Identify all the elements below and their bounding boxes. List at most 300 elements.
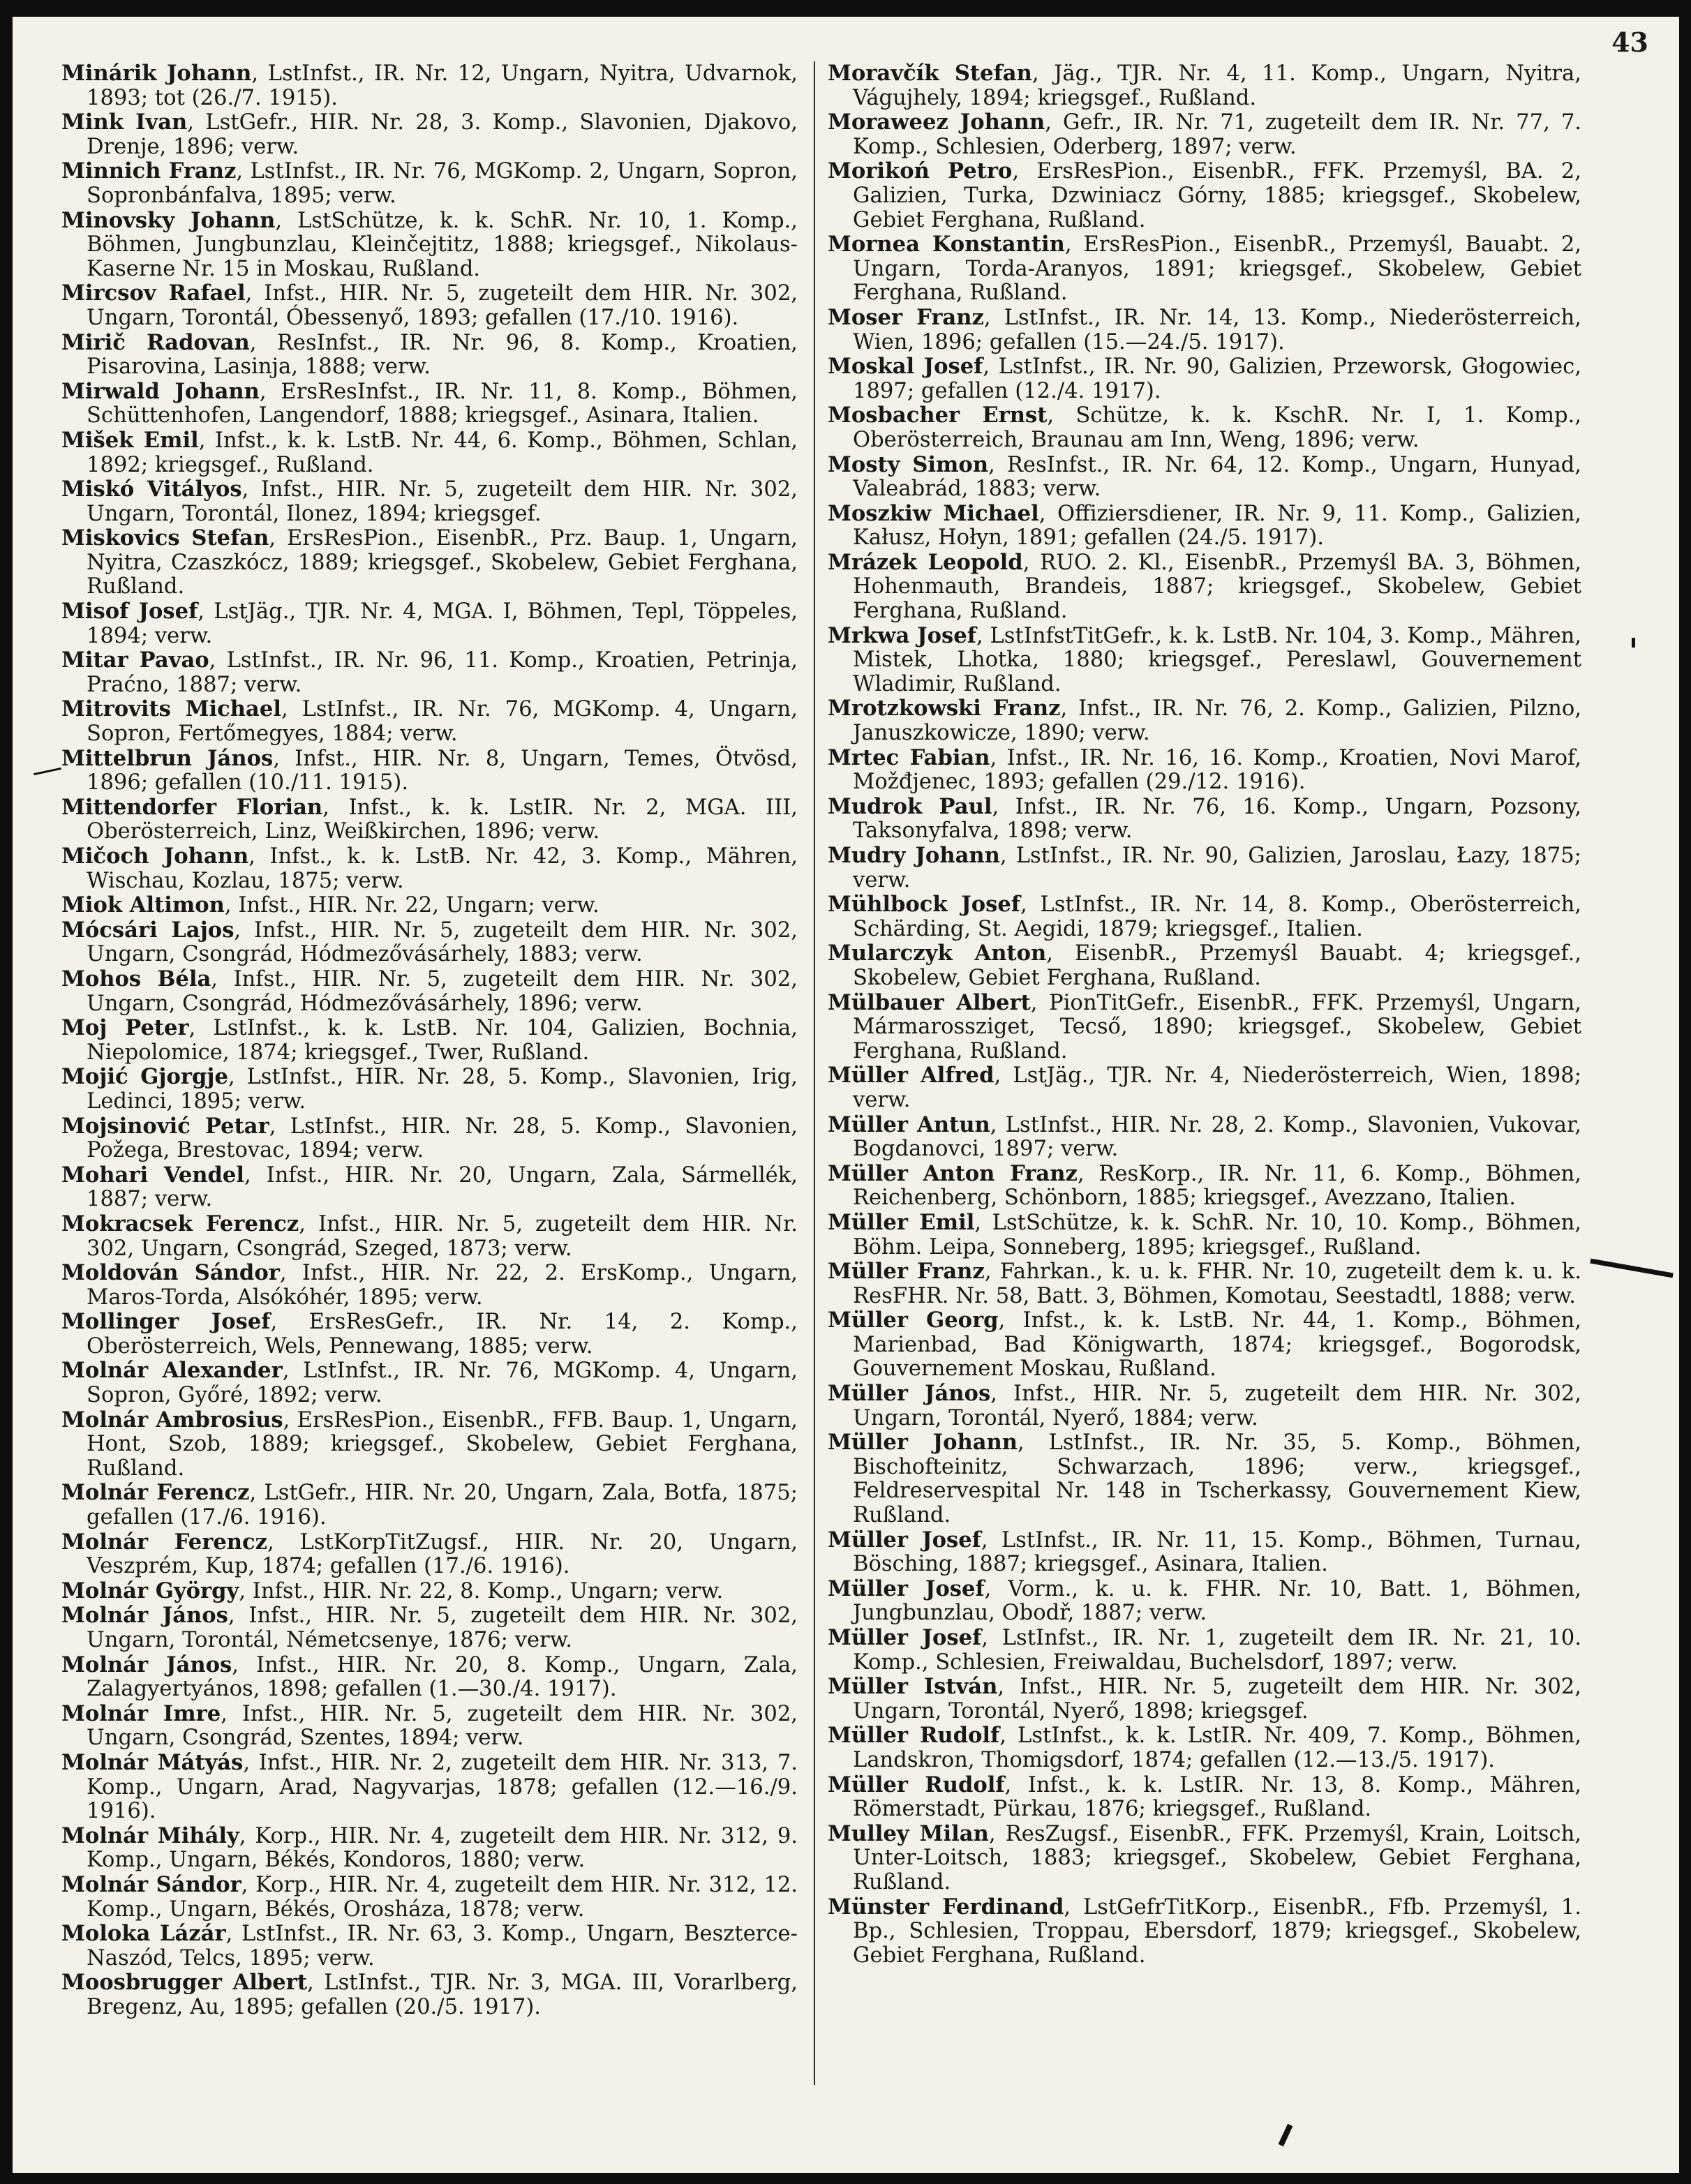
entry-separator: , — [269, 526, 287, 551]
entry-name: Müller Alfred — [828, 1063, 995, 1089]
entry-name: Miok Altimon — [61, 892, 225, 918]
entry-name: Mühlbock Josef — [828, 892, 1020, 918]
entry-name: Mircsov Rafael — [61, 281, 246, 306]
entry-separator: , — [976, 623, 990, 648]
entry — [828, 991, 1581, 1064]
entry-name: Mosbacher Ernst — [828, 403, 1048, 428]
entry-separator: , — [188, 1016, 214, 1041]
entry-name: Miskó Vitályos — [61, 477, 242, 502]
entry-name: Mrkwa Josef — [828, 622, 976, 648]
entry — [61, 331, 798, 380]
entry-name: Mojić Gjorgje — [61, 1064, 228, 1090]
entry-separator: , — [198, 428, 215, 453]
entry-separator: , — [1077, 1161, 1099, 1186]
entry — [828, 624, 1581, 697]
entry-separator: , — [1047, 403, 1076, 428]
entry-separator: , — [1064, 232, 1084, 257]
entry-separator: , — [322, 795, 349, 820]
entry-details: LstInfst., IR. Nr. 76, MGKomp. 2, Ungarn, Sopron, Sopronbánfalva, 1895; verw. — [87, 159, 798, 208]
entry-details: Infst., HIR. Nr. 22, 2. ErsKomp., Ungarn, Maros-Torda, Alsókóhér, 1895; verw. — [87, 1261, 798, 1310]
entry — [61, 1408, 798, 1481]
entry-separator: , — [1020, 892, 1041, 918]
entry-separator: , — [198, 599, 214, 624]
entry-name: Mornea Konstantin — [828, 232, 1065, 257]
entry-name: Mittendorfer Florian — [61, 794, 323, 820]
entry-name: Moskal Josef — [828, 354, 983, 380]
entry-name: Moszkiw Michael — [828, 500, 1039, 526]
entry-separator: , — [281, 697, 302, 722]
entry-details: Infst., HIR. Nr. 20, 8. Komp., Ungarn, Zala, Zalagyertyános, 1898; gefallen (1.—30./4. 1917). — [87, 1652, 798, 1702]
entry-name: Mojsinović Petar — [61, 1113, 269, 1139]
entry-name: Müller Josef — [828, 1576, 985, 1601]
entry — [61, 697, 798, 746]
entry-details: LstJäg., TJR. Nr. 4, MGA. I, Böhmen, Tepl, Töppeles, 1894; verw. — [87, 599, 798, 648]
entry-name: Müller Josef — [828, 1625, 982, 1650]
entry-details: ErsResGefr., IR. Nr. 14, 2. Komp., Oberösterreich, Wels, Pennewang, 1885; verw. — [87, 1310, 798, 1359]
entry-name: Mohari Vendel — [61, 1162, 245, 1188]
entry — [828, 1063, 1581, 1112]
entry — [828, 1113, 1581, 1162]
entry-details: ErsResPion., EisenbR., Przemyśl, Bauabt. 2, Ungarn, Torda-Aranyos, 1891; kriegsgef., Skobelew, Gebiet Ferghana, Rußland. — [853, 232, 1582, 306]
entry — [61, 1310, 798, 1359]
entry-separator: , — [228, 1065, 247, 1090]
entry-details: LstInfstTitGefr., k. k. LstB. Nr. 104, 3. Komp., Mähren, Mistek, Lhotka, 1880; kriegsgef., Pereslawl, Gouvernement Wladimir, Rußland. — [853, 623, 1581, 696]
entry — [61, 1016, 798, 1065]
entry-details: Fahrkan., k. u. k. FHR. Nr. 10, zugeteilt dem k. u. k. ResFHR. Nr. 58, Batt. 3, Böhmen, Komotau, Seestadtl, 1888; verw. — [853, 1259, 1582, 1308]
entry-details: Infst., HIR. Nr. 5, zugeteilt dem HIR. Nr. 302, Ungarn, Torontál, Németcsenye, 1876; verw. — [87, 1603, 798, 1652]
entry-details: LstInfst., IR. Nr. 12, Ungarn, Nyitra, Udvarnok, 1893; tot (26./7. 1915). — [87, 61, 798, 110]
entry-details: Infst., HIR. Nr. 5, zugeteilt dem HIR. Nr. 302, Ungarn, Torontál, Nyerő, 1884; verw. — [853, 1382, 1581, 1430]
entry-separator: , — [1004, 1772, 1028, 1797]
entry — [828, 1822, 1581, 1895]
entry-separator: , — [228, 1603, 249, 1629]
entry-details: LstInfst., IR. Nr. 90, Galizien, Jaroslau, Łazy, 1875; verw. — [853, 844, 1581, 892]
entry-separator: , — [999, 844, 1016, 868]
entry-separator: , — [990, 1112, 1006, 1137]
entry-name: Molnár Ferencz — [61, 1480, 250, 1506]
entry-separator: , — [992, 794, 1015, 819]
entry-details: Infst., IR. Nr. 16, 16. Komp., Kroatien, Novi Marof, Možđjenec, 1893; gefallen (29./12. 1916). — [853, 745, 1582, 795]
entry — [828, 1577, 1581, 1626]
entry — [61, 380, 798, 428]
entry — [61, 795, 798, 844]
entry-name: Moravčík Stefan — [828, 61, 1032, 86]
entry-details: LstInfst., IR. Nr. 14, 8. Komp., Oberösterreich, Schärding, St. Aegidi, 1879; kriegsgef., Italien. — [853, 892, 1582, 941]
entry-separator: , — [981, 1527, 1001, 1553]
entry-separator: , — [1022, 550, 1041, 575]
entry-name: Molnár Imre — [61, 1700, 221, 1726]
entry-name: Müller Anton Franz — [828, 1160, 1078, 1186]
entry — [61, 918, 798, 967]
entry-separator: , — [244, 1162, 267, 1188]
entry-details: LstInfst., IR. Nr. 76, MGKomp. 4, Ungarn, Sopron, Győré, 1892; verw. — [87, 1359, 798, 1408]
entry-details: LstJäg., TJR. Nr. 4, Niederösterreich, Wien, 1898; verw. — [853, 1063, 1581, 1112]
entry-name: Müller Franz — [828, 1259, 985, 1285]
entry-details: Infst., HIR. Nr. 5, zugeteilt dem HIR. Nr. 302, Ungarn, Csongrád, Hódmezővásárhely, 1883; verw. — [87, 918, 798, 967]
entry-details: LstInfst., IR. Nr. 96, 11. Komp., Kroatien, Petrinja, Praćno, 1887; verw. — [87, 648, 798, 697]
entry-details: LstGefr., HIR. Nr. 20, Ungarn, Zala, Botfa, 1875; gefallen (17./6. 1916). — [87, 1481, 798, 1530]
scan-mark — [1590, 1259, 1673, 1278]
entry — [61, 1873, 798, 1922]
entry-separator: , — [1060, 696, 1079, 721]
entry-name: Müller Josef — [828, 1527, 981, 1553]
entry-name: Mičoch Johann — [61, 844, 249, 869]
entry-separator: , — [270, 1310, 309, 1335]
entry — [61, 747, 798, 795]
entry-separator: , — [248, 844, 270, 869]
entry-separator: , — [279, 1261, 302, 1286]
entry-details: ResInfst., IR. Nr. 96, 8. Komp., Kroatien, Pisarovina, Lasinja, 1888; verw. — [87, 330, 798, 380]
entry-details: Infst., HIR. Nr. 5, zugeteilt dem HIR. Nr. 302, Ungarn, Torontál, Nyerő, 1898; kriegsgef. — [853, 1675, 1581, 1723]
entry-details: ResKorp., IR. Nr. 11, 6. Komp., Böhmen, Reichenberg, Schönborn, 1885; kriegsgef., Avezzano, Italien. — [853, 1161, 1581, 1211]
entry-details: LstGefrTitKorp., EisenbR., Ffb. Przemyśl, 1. Bp., Schlesien, Troppau, Ebersdorf, 1879; kriegsgef., Skobelew, Gebiet Ferghana, Rußland. — [853, 1894, 1582, 1968]
entry — [828, 354, 1581, 403]
entry-name: Müller János — [828, 1381, 991, 1407]
entry-name: Mrotzkowski Franz — [828, 696, 1061, 721]
scan-mark — [1632, 638, 1635, 648]
entry-details: Infst., HIR. Nr. 2, zugeteilt dem HIR. Nr. 313, 7. Komp., Ungarn, Arad, Nagyvarjas, 1878; gefallen (12.—16./9. 1916). — [87, 1750, 798, 1824]
entry — [828, 1259, 1581, 1308]
entry-details: ErsResInfst., IR. Nr. 11, 8. Komp., Böhmen, Schüttenhofen, Langendorf, 1888; kriegsgef., Asinara, Italien. — [87, 379, 798, 428]
entry-name: Moser Franz — [828, 304, 984, 330]
entry-details: Infst., HIR. Nr. 5, zugeteilt dem HIR. Nr. 302, Ungarn, Torontál, Ilonez, 1894; kriegsgef. — [87, 477, 798, 526]
entry-details: Schütze, k. k. KschR. Nr. I, 1. Komp., Oberösterreich, Braunau am Inn, Weng, 1896; verw. — [853, 403, 1581, 452]
entry-details: PionTitGefr., EisenbR., FFK. Przemyśl, Ungarn, Mármarossziget, Tecső, 1890; kriegsgef., Skobelew, Gebiet Ferghana, Rußland. — [853, 990, 1581, 1063]
entry-separator: , — [1031, 61, 1055, 86]
entry-separator: , — [1012, 159, 1037, 184]
entry-details: ErsResPion., EisenbR., Prz. Baup. 1, Ungarn, Nyitra, Czaszkócz, 1889; kriegsgef., Skobelew, Gebiet Ferghana, Rußland. — [87, 526, 798, 599]
entry-separator: , — [999, 1723, 1018, 1749]
entry-separator: , — [275, 208, 298, 233]
entry-name: Moj Peter — [61, 1015, 189, 1041]
entry-details: LstSchütze, k. k. SchR. Nr. 10, 1. Komp., Böhmen, Jungbunzlau, Kleinčejtitz, 1888; kriegsgef., Nikolaus-Kaserne Nr. 15 in Moskau, Rußland. — [87, 208, 798, 281]
entry — [828, 696, 1581, 745]
entry-details: Infst., k. k. LstB. Nr. 44, 6. Komp., Böhmen, Schlan, 1892; kriegsgef., Rußland. — [87, 428, 798, 477]
entry-details: Korp., HIR. Nr. 4, zugeteilt dem HIR. Nr. 312, 9. Komp., Ungarn, Békés, Kondoros, 1880; verw. — [87, 1823, 798, 1873]
entry — [828, 844, 1581, 892]
entry-separator: , — [974, 1210, 992, 1235]
entry-separator: , — [994, 1063, 1013, 1089]
entry-separator: , — [224, 893, 239, 918]
entry-name: Mink Ivan — [61, 110, 188, 135]
entry-details: Jäg., TJR. Nr. 4, 11. Komp., Ungarn, Nyitra, Vágujhely, 1894; kriegsgef., Rußland. — [853, 61, 1581, 110]
entry — [61, 1163, 798, 1212]
entry-separator: , — [1018, 1430, 1049, 1456]
entry-details: Infst., IR. Nr. 76, 16. Komp., Ungarn, Pozsony, Taksonyfalva, 1898; verw. — [853, 794, 1581, 844]
entry — [61, 1751, 798, 1824]
entry — [61, 281, 798, 330]
entry-separator: , — [249, 1481, 265, 1506]
left-column — [61, 61, 798, 2020]
entry-name: Mokracsek Ferencz — [61, 1211, 299, 1236]
entry-separator: , — [211, 966, 234, 992]
entry-details: LstInfst., HIR. Nr. 28, 5. Komp., Slavonien, Irig, Ledinci, 1895; verw. — [87, 1065, 798, 1114]
entry — [828, 159, 1581, 232]
entry — [828, 1211, 1581, 1259]
entry-details: Korp., HIR. Nr. 4, zugeteilt dem HIR. Nr. 312, 12. Komp., Ungarn, Békés, Orosháza, 1878; verw. — [87, 1872, 798, 1922]
entry-name: Molnár Mátyás — [61, 1749, 244, 1775]
entry — [828, 110, 1581, 159]
entry-name: Mudrok Paul — [828, 793, 992, 819]
entry-details: Infst., HIR. Nr. 5, zugeteilt dem HIR. Nr. 302, Ungarn, Csongrád, Szeged, 1873; verw. — [87, 1211, 798, 1261]
entry-details: Infst., HIR. Nr. 5, zugeteilt dem HIR. Nr. 302, Ungarn, Csongrád, Hódmezővásárhely, 1896; verw. — [87, 966, 798, 1016]
entry-name: Müller Rudolf — [828, 1723, 1000, 1749]
scan-mark — [1279, 2124, 1293, 2146]
scan-mark — [33, 768, 61, 775]
entry — [828, 551, 1581, 624]
entry-name: Mirič Radovan — [61, 329, 250, 355]
entry-name: Molnár Mihály — [61, 1823, 239, 1848]
entry-separator: , — [983, 354, 999, 380]
entry-name: Molnár János — [61, 1652, 232, 1677]
entry-name: Molnár Ambrosius — [61, 1407, 283, 1433]
entry — [828, 306, 1581, 354]
entry-separator: , — [209, 648, 227, 673]
entry-separator: , — [273, 746, 295, 771]
entry-details: LstInfst., IR. Nr. 76, MGKomp. 4, Ungarn, Sopron, Fertőmegyes, 1884; verw. — [87, 697, 798, 747]
entry-name: Mosty Simon — [828, 451, 989, 477]
entry-name: Minnich Franz — [61, 158, 237, 184]
entry — [61, 1261, 798, 1310]
entry-name: Müller Antun — [828, 1112, 990, 1137]
entry-separator: , — [990, 1382, 1014, 1407]
entry — [828, 746, 1581, 795]
entry-name: Miskovics Stefan — [61, 525, 269, 551]
entry-details: LstInfst., IR. Nr. 1, zugeteilt dem IR. Nr. 21, 10. Komp., Schlesien, Freiwaldau, Buchelsdorf, 1897; verw. — [853, 1626, 1581, 1675]
entry-name: Mülbauer Albert — [828, 989, 1031, 1015]
entry-separator: , — [259, 379, 281, 404]
entry — [61, 1212, 798, 1261]
entry-details: Infst., HIR. Nr. 20, Ungarn, Zala, Sármellék, 1887; verw. — [87, 1162, 798, 1212]
entry-name: Müller István — [828, 1674, 998, 1700]
entry-name: Mulley Milan — [828, 1820, 989, 1846]
entry — [61, 61, 798, 110]
entry-separator: , — [241, 1872, 256, 1897]
entry-separator: , — [990, 745, 1007, 770]
entry-separator: , — [984, 1576, 1008, 1601]
entry-separator: , — [1030, 990, 1050, 1015]
entry-name: Moloka Lázár — [61, 1921, 226, 1947]
entry-details: LstInfst., IR. Nr. 90, Galizien, Przeworsk, Głogowiec, 1897; gefallen (12./4. 1917). — [853, 354, 1581, 403]
entry-details: ResZugsf., EisenbR., FFK. Przemyśl, Krain, Loitsch, Unter-Loitsch, 1883; kriegsgef., Skobelew, Gebiet Ferghana, Rußland. — [853, 1821, 1581, 1894]
entry — [61, 1653, 798, 1702]
entry-name: Molnár Alexander — [61, 1358, 283, 1384]
entry-details: LstGefr., HIR. Nr. 28, 3. Komp., Slavonien, Djakovo, Drenje, 1896; verw. — [87, 110, 798, 159]
entry-name: Minárik Johann — [61, 61, 252, 86]
entry — [828, 453, 1581, 502]
entry-name: Mularczyk Anton — [828, 941, 1047, 966]
entry — [828, 1773, 1581, 1822]
entry-name: Müller Emil — [828, 1209, 975, 1235]
entry — [828, 502, 1581, 551]
entry — [828, 1162, 1581, 1211]
entry-details: LstInfst., IR. Nr. 11, 15. Komp., Böhmen, Turnau, Bösching, 1887; kriegsgef., Asinara, Italien. — [853, 1527, 1582, 1577]
entry-name: Minovsky Johann — [61, 207, 276, 233]
entry — [828, 403, 1581, 452]
entry-separator: , — [221, 1701, 242, 1726]
entry — [61, 1702, 798, 1751]
entry-details: ErsResPion., EisenbR., FFB. Baup. 1, Ungarn, Hont, Szob, 1889; kriegsgef., Skobelew, Gebiet Ferghana, Rußland. — [87, 1407, 798, 1481]
entry — [61, 967, 798, 1016]
entry — [61, 648, 798, 697]
entry — [61, 1603, 798, 1652]
entry — [61, 844, 798, 893]
entry-separator: , — [998, 1308, 1023, 1333]
page-number: 43 — [1611, 27, 1648, 58]
entry — [61, 1824, 798, 1873]
entry-separator: , — [1038, 501, 1058, 526]
entry-details: LstSchütze, k. k. SchR. Nr. 10, 10. Komp., Böhmen, Böhm. Leipa, Sonneberg, 1895; kriegsgef., Rußland. — [853, 1210, 1581, 1259]
entry-details: LstInfst., IR. Nr. 14, 13. Komp., Niederösterreich, Wien, 1896; gefallen (15.—24./5. 1917). — [853, 305, 1581, 354]
entry-separator: , — [988, 452, 1007, 477]
entry — [61, 1359, 798, 1407]
entry-details: ErsResPion., EisenbR., FFK. Przemyśl, BA. 2, Galizien, Turka, Dzwiniacz Górny, 1885; kriegsgef., Skobelew, Gebiet Ferghana, Rußland. — [853, 159, 1581, 232]
entry-separator: , — [984, 1259, 1000, 1285]
entry-details: Gefr., IR. Nr. 71, zugeteilt dem IR. Nr. 77, 7. Komp., Schlesien, Oderberg, 1897; verw. — [853, 110, 1582, 159]
entry — [61, 477, 798, 526]
entry-separator: , — [245, 281, 265, 306]
entry-separator: , — [239, 1823, 255, 1848]
entry-name: Müller Johann — [828, 1430, 1018, 1456]
entry-name: Mišek Emil — [61, 427, 199, 453]
entry-details: Infst., HIR. Nr. 22, 8. Komp., Ungarn; verw. — [252, 1578, 724, 1603]
column-divider — [814, 61, 815, 2085]
entry-separator: , — [232, 1652, 256, 1677]
entry-details: Infst., HIR. Nr. 8, Ungarn, Temes, Ötvösd, 1896; gefallen (10./11. 1915). — [87, 746, 798, 795]
entry-name: Mrázek Leopold — [828, 549, 1023, 575]
entry — [828, 941, 1581, 990]
entry — [61, 159, 798, 208]
entry-details: LstKorpTitZugsf., HIR. Nr. 20, Ungarn, Veszprém, Kup, 1874; gefallen (17./6. 1916). — [87, 1529, 798, 1579]
entry-name: Moraweez Johann — [828, 110, 1045, 135]
entry-separator: , — [269, 1114, 290, 1139]
entry-details: ResInfst., IR. Nr. 64, 12. Komp., Ungarn, Hunyad, Valeabrád, 1883; verw. — [853, 452, 1581, 502]
entry — [828, 1528, 1581, 1577]
entry-separator: , — [249, 330, 277, 355]
entry-details: LstInfst., k. k. LstB. Nr. 104, Galizien, Bochnia, Niepolomice, 1874; kriegsgef., Twer, Rußland. — [87, 1016, 798, 1065]
entry-details: LstInfst., TJR. Nr. 3, MGA. III, Vorarlberg, Bregenz, Au, 1895; gefallen (20./5. 1917). — [87, 1970, 798, 2019]
document-page — [13, 17, 1679, 2173]
entry-details: Infst., IR. Nr. 76, 2. Komp., Galizien, Pilzno, Januszkowicze, 1890; verw. — [853, 696, 1581, 746]
entry-details: Infst., HIR. Nr. 22, Ungarn; verw. — [238, 893, 599, 918]
entry — [61, 1114, 798, 1163]
entry — [828, 61, 1581, 110]
entry — [828, 1675, 1581, 1723]
entry-name: Mócsári Lajos — [61, 917, 234, 943]
entry-details: Infst., k. k. LstB. Nr. 42, 3. Komp., Mähren, Wischau, Kozlau, 1875; verw. — [87, 844, 798, 893]
entry-details: Offiziersdiener, IR. Nr. 9, 11. Komp., Galizien, Kałusz, Hołyn, 1891; gefallen (24./5. 1917). — [853, 501, 1582, 551]
entry — [61, 1530, 798, 1579]
entry-name: Misof Josef — [61, 599, 198, 624]
entry-details: Infst., HIR. Nr. 5, zugeteilt dem HIR. Nr. 302, Ungarn, Csongrád, Szentes, 1894; verw. — [87, 1701, 798, 1751]
entry — [61, 526, 798, 599]
entry-separator: , — [299, 1211, 318, 1236]
entry-details: Vorm., k. u. k. FHR. Nr. 10, Batt. 1, Böhmen, Jungbunzlau, Obodř, 1887; verw. — [853, 1576, 1581, 1626]
entry-details: RUO. 2. Kl., EisenbR., Przemyśl BA. 3, Böhmen, Hohenmauth, Brandeis, 1887; kriegsgef., Skobelew, Gebiet Ferghana, Rußland. — [853, 550, 1582, 624]
entry-name: Morikoń Petro — [828, 158, 1013, 184]
entry-separator: , — [282, 1359, 304, 1384]
entry — [61, 1481, 798, 1529]
entry-separator: , — [306, 1970, 325, 1996]
entry-name: Mittelbrun János — [61, 745, 274, 771]
entry-separator: , — [1064, 1894, 1083, 1920]
entry-separator: , — [234, 918, 254, 943]
entry-details: LstInfst., IR. Nr. 63, 3. Komp., Ungarn, Beszterce-Naszód, Telcs, 1895; verw. — [87, 1922, 798, 1970]
entry-name: Mirwald Johann — [61, 378, 260, 404]
entry-details: Infst., k. k. LstIR. Nr. 2, MGA. III, Oberösterreich, Linz, Weißkirchen, 1896; verw. — [87, 795, 798, 844]
entry-separator: , — [236, 159, 251, 184]
entry — [61, 893, 798, 918]
entry — [828, 1723, 1581, 1772]
entry — [61, 1579, 798, 1604]
entry-separator: , — [267, 1529, 300, 1555]
entry-separator: , — [1046, 941, 1075, 966]
entry — [61, 1922, 798, 1970]
entry-separator: , — [225, 1922, 242, 1947]
entry-details: LstInfst., k. k. LstIR. Nr. 409, 7. Komp., Böhmen, Landskron, Thomigsdorf, 1874; gefallen (12.—13./5. 1917). — [853, 1723, 1582, 1772]
entry-separator: , — [243, 1750, 259, 1775]
entry-name: Müller Rudolf — [828, 1772, 1005, 1797]
entry-separator: , — [241, 477, 261, 502]
entry-details: EisenbR., Przemyśl Bauabt. 4; kriegsgef., Skobelew, Gebiet Ferghana, Rußland. — [853, 941, 1581, 990]
entry-name: Mitar Pavao — [61, 648, 209, 673]
entry-name: Mitrovits Michael — [61, 696, 281, 722]
entry-name: Molnár Ferencz — [61, 1529, 268, 1555]
entry — [828, 795, 1581, 844]
entry — [828, 1308, 1581, 1382]
entry — [828, 232, 1581, 306]
entry — [61, 599, 798, 648]
entry-separator: , — [1045, 110, 1064, 135]
entry-name: Mudry Johann — [828, 843, 1000, 868]
entry-name: Molnár János — [61, 1603, 228, 1629]
entry-details: LstInfst., IR. Nr. 35, 5. Komp., Böhmen, Bischofteinitz, Schwarzach, 1896; verw., kriegsgef., Feldreservespital Nr. 148 in Tscherkassy, Gouvernement Kiew, Rußland. — [853, 1430, 1581, 1528]
entry-details: Infst., HIR. Nr. 5, zugeteilt dem HIR. Nr. 302, Ungarn, Torontál, Óbessenyő, 1893; gefallen (17./10. 1916). — [87, 281, 798, 330]
entry-separator: , — [983, 305, 1004, 330]
entry — [828, 1626, 1581, 1675]
entry — [61, 110, 798, 159]
entry-separator: , — [251, 61, 268, 86]
entry — [828, 1382, 1581, 1430]
entry-details: LstInfst., HIR. Nr. 28, 2. Komp., Slavonien, Vukovar, Bogdanovci, 1897; verw. — [853, 1112, 1581, 1162]
entry-separator: , — [981, 1626, 1002, 1650]
entry-name: Mrtec Fabian — [828, 745, 990, 770]
entry-separator: , — [283, 1407, 297, 1433]
entry-name: Moosbrugger Albert — [61, 1970, 307, 1996]
entry-separator: , — [187, 110, 206, 135]
entry-separator: , — [997, 1675, 1020, 1700]
entry-details: Infst., k. k. LstB. Nr. 44, 1. Komp., Böhmen, Marienbad, Bad Königwarth, 1874; kriegsgef., Bogorodsk, Gouvernement Moskau, Rußland. — [853, 1308, 1581, 1382]
entry — [61, 209, 798, 282]
entry — [61, 1065, 798, 1114]
entry-details: LstInfst., HIR. Nr. 28, 5. Komp., Slavonien, Požega, Brestovac, 1894; verw. — [87, 1114, 798, 1163]
entry — [828, 1895, 1581, 1968]
entry-separator: , — [988, 1821, 1006, 1846]
entry — [828, 892, 1581, 941]
entry-name: Molnár Sándor — [61, 1871, 241, 1897]
entry-name: Moldován Sándor — [61, 1260, 280, 1286]
entry-name: Mohos Béla — [61, 966, 211, 992]
entry — [828, 1430, 1581, 1527]
entry-name: Müller Georg — [828, 1308, 999, 1333]
entry-name: Molnár György — [61, 1578, 239, 1603]
right-column — [828, 61, 1581, 1968]
entry-name: Mollinger Josef — [61, 1309, 271, 1335]
entry — [61, 428, 798, 477]
entry-separator: , — [239, 1578, 253, 1603]
entry-name: Münster Ferdinand — [828, 1894, 1064, 1920]
entry — [61, 1970, 798, 2019]
